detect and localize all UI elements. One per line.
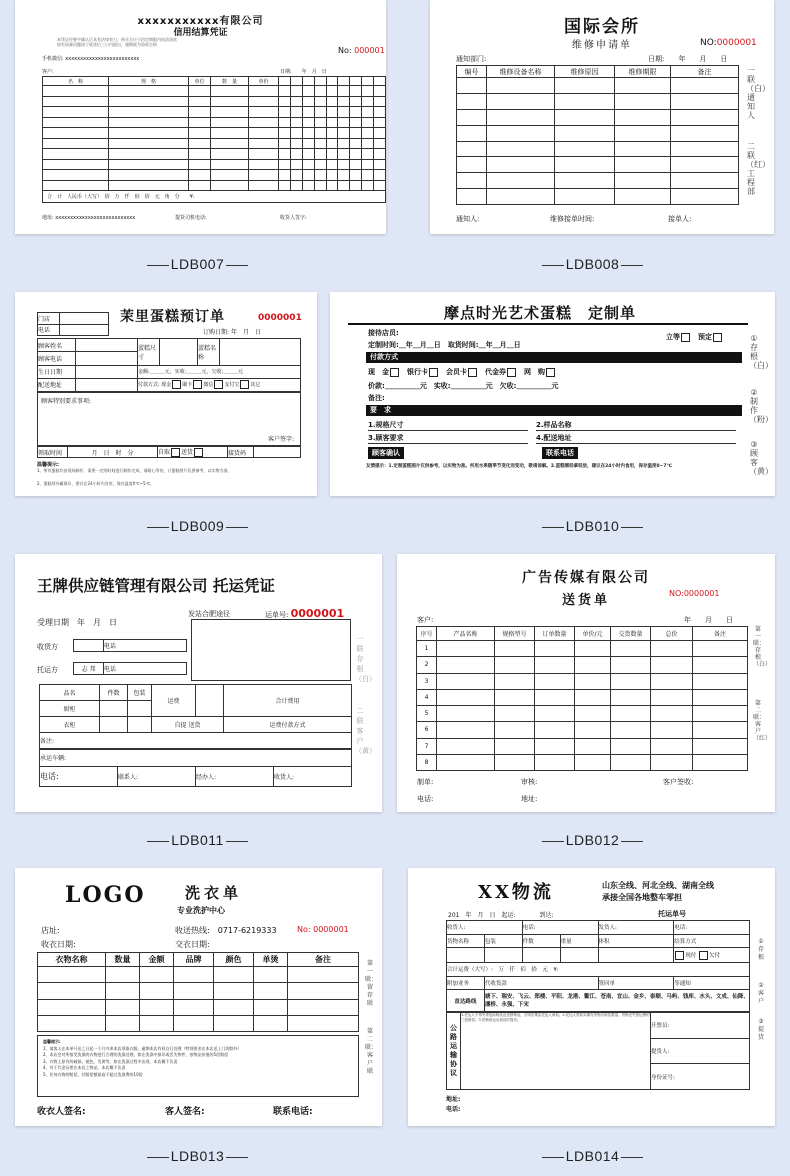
client-label: 客户: bbox=[417, 616, 434, 624]
date-row: 年 月 日 bbox=[684, 616, 733, 624]
copy-label-1: 一联存根（白） bbox=[355, 635, 376, 683]
col-header: 总价 bbox=[651, 627, 693, 641]
serial-number: No: 000001 bbox=[338, 46, 385, 55]
route-label: 直达路线 bbox=[447, 990, 485, 1012]
maker-label: 制单: bbox=[417, 778, 434, 786]
form-title: 茉里蛋糕预订单 bbox=[120, 309, 225, 325]
freight-label: 运费 bbox=[152, 685, 196, 717]
tagline-1: 山东全线、河北全线、湖南全线 bbox=[602, 881, 714, 890]
row-label: 厨柜 bbox=[40, 701, 100, 717]
note-item: 2、本店会对所接受洗涤的衣物进行合理的洗涤处理，如在洗涤中损坏或丢失物件，按物品价值的5倍赔偿 bbox=[43, 1052, 229, 1057]
protocol-table bbox=[446, 1012, 750, 1090]
form-ldb013 bbox=[15, 868, 382, 1126]
goods-table bbox=[42, 76, 386, 203]
col-header: 名 称 bbox=[43, 77, 109, 86]
col-header: 重量 bbox=[560, 934, 598, 948]
shipper-label: 发货人: bbox=[598, 921, 674, 935]
col-header: 交货数量 bbox=[611, 627, 651, 641]
col-header: 备注 bbox=[288, 953, 359, 967]
waybill-label: 托运单号 bbox=[658, 910, 686, 918]
note-line: 本凭证经签字确认后具有法律效力，购买方应于约定期限内结清货款 bbox=[57, 37, 177, 42]
carrier-label: 承运车辆: bbox=[40, 750, 352, 767]
wait-label: 等通知 bbox=[674, 976, 750, 990]
form-subtitle: 专业洗护中心 bbox=[177, 906, 225, 915]
col-header: 编号 bbox=[457, 66, 487, 78]
tagline-2: 承接全国各地整车零担 bbox=[602, 893, 682, 902]
form-title: 广告传媒有限公司 bbox=[522, 570, 650, 586]
route-label: 发站合肥途径 bbox=[188, 610, 230, 618]
col-header: 规格型号 bbox=[495, 627, 535, 641]
caption-ldb008: LDB008 bbox=[395, 256, 790, 272]
copy-label-2: ②客户 bbox=[757, 982, 764, 1005]
confirm-label: 顾客确认 bbox=[368, 447, 404, 459]
receiver-box bbox=[73, 639, 187, 652]
form-ldb009 bbox=[15, 292, 317, 496]
address-row: 地址: xxxxxxxxxxxxxxxxxxxxxxxxxxx bbox=[42, 215, 136, 221]
col-header: 单价/元 bbox=[575, 627, 611, 641]
caption-ldb013: LDB013 bbox=[0, 1148, 395, 1164]
protocol-label: 公路运输协议 bbox=[447, 1013, 461, 1090]
form-title: 摩点时光艺术蛋糕 定制单 bbox=[443, 304, 636, 322]
consignee-label: 收货人: bbox=[447, 921, 523, 935]
pay-method-label: 运费付款方式 bbox=[224, 717, 352, 733]
copy-label-2: 第二联：客户（红） bbox=[753, 700, 772, 742]
note-item: 5、任何衣物的赔偿，其赔偿额最高不超过洗涤费的10倍 bbox=[43, 1071, 143, 1077]
shipper-value: 志 邦 bbox=[74, 663, 104, 675]
route-text: 塘下、瑞安、飞云、郑楼、平阳、龙港、鳌江、苍南、宜山、金乡、泰顺、马屿、钱库、水头、文成、仙降、潘桥、永强、下宋 bbox=[484, 990, 749, 1012]
company-name: xxxxxxxxxxx有限公司 bbox=[137, 16, 264, 27]
col-header: 数量 bbox=[106, 953, 140, 967]
col-header: 颜色 bbox=[214, 953, 254, 967]
shipping-table bbox=[446, 920, 750, 1012]
settle-options: 现付 欠付 bbox=[674, 948, 750, 963]
col-header: 货物名称 bbox=[447, 934, 485, 948]
phone-label: 电话: bbox=[446, 1106, 461, 1113]
req-sample: 2.样品名称 bbox=[536, 420, 736, 431]
receiver-sign-label: 收货人签字: bbox=[280, 215, 307, 221]
pay-options: 现 金 银行卡 会员卡 代金券 网 购 bbox=[368, 367, 556, 377]
client-sign-label: 客户签收: bbox=[663, 778, 694, 786]
id-label: 身份证号: bbox=[651, 1064, 750, 1090]
special-request-box: 顾客特别要求事项: 客户签字: bbox=[37, 392, 301, 446]
col-header: 单价 bbox=[249, 77, 279, 86]
receiver-code-label: 接货码 bbox=[228, 447, 254, 458]
settle-label: 结算方式 bbox=[674, 934, 750, 948]
size-label: 蛋糕尺寸 bbox=[138, 339, 160, 366]
pickup-value: 月 日 时 分 bbox=[68, 447, 158, 458]
order-date-row: 订购日期: 年 月 日 bbox=[203, 329, 261, 336]
caption-ldb012: LDB012 bbox=[395, 832, 790, 848]
row-index: 4 bbox=[417, 689, 437, 705]
col-header: 备注 bbox=[693, 627, 748, 641]
delivery-addr-label: 配送地址 bbox=[38, 378, 76, 391]
store-box bbox=[37, 312, 109, 336]
phone-label: 电话 bbox=[104, 640, 187, 652]
staff-label: 接待店员: bbox=[368, 329, 399, 337]
recv-date-label: 收衣日期: bbox=[41, 940, 76, 949]
goods-table bbox=[39, 684, 352, 749]
dept-label: 通知部门: bbox=[456, 55, 487, 63]
copy-label-3: ③顾客（黄） bbox=[749, 440, 773, 476]
col-header: 单烫 bbox=[254, 953, 288, 967]
notes-box bbox=[37, 1035, 359, 1097]
form-ldb010 bbox=[330, 292, 775, 496]
row-index: 7 bbox=[417, 738, 437, 754]
contact-label: 联系电话 bbox=[542, 447, 578, 459]
delivery-table bbox=[416, 626, 748, 771]
copy-label-2: 二联（红）工程部 bbox=[746, 142, 770, 196]
req-address: 4.配送地址 bbox=[536, 433, 736, 444]
pickup-label: 领取时间 bbox=[38, 447, 68, 458]
copy-label-2: 二联客户（黄） bbox=[355, 707, 376, 755]
name-label: 蛋糕名称 bbox=[198, 339, 220, 366]
row-index: 1 bbox=[417, 641, 437, 657]
form-ldb007 bbox=[15, 0, 386, 234]
col-header: 产品名称 bbox=[437, 627, 495, 641]
col-header: 维修设备名称 bbox=[487, 66, 555, 78]
col-header: 备注 bbox=[671, 66, 739, 78]
caption-ldb014: LDB014 bbox=[395, 1148, 790, 1164]
col-header: 体积 bbox=[598, 934, 674, 948]
customer-table bbox=[37, 338, 301, 392]
logo: XX物流 bbox=[478, 882, 554, 903]
form-ldb008 bbox=[430, 0, 774, 234]
row-label: 衣柜 bbox=[40, 717, 100, 733]
serial-number: No: 0000001 bbox=[297, 925, 349, 934]
contact-label: 联系人: bbox=[118, 766, 196, 786]
cust-phone-label: 顾客电话 bbox=[38, 352, 76, 365]
collect-label: 代收货款 bbox=[484, 976, 598, 990]
total-row: 合 计 人民币（大写） 拾 万 仟 佰 拾 元 角 分 ¥: bbox=[43, 191, 386, 203]
deliver-date-label: 交衣日期: bbox=[175, 940, 210, 949]
serial-number: NO:0000001 bbox=[700, 38, 757, 48]
col-header: 金额 bbox=[140, 953, 174, 967]
driver-phone-label: 提货司机电话: bbox=[175, 215, 207, 221]
warm-title: 温馨提示: bbox=[37, 462, 59, 468]
col-header: 件数 bbox=[522, 934, 560, 948]
caption-ldb010: LDB010 bbox=[395, 518, 790, 534]
req-size: 1.规格尺寸 bbox=[368, 420, 528, 431]
total-freight-row: 合计运费（大写）: 万 仟 佰 拾 元 ¥: bbox=[447, 963, 750, 977]
date-row: 201 年 月 日 起运: 到达: bbox=[448, 912, 554, 919]
logo: LOGO bbox=[65, 882, 146, 908]
col-header: 序号 bbox=[417, 627, 437, 641]
caption-ldb011: LDB011 bbox=[0, 832, 395, 848]
receiver-row: 收货方 bbox=[37, 643, 58, 651]
phone-row: 手机微信: xxxxxxxxxxxxxxxxxxxxxxxxx bbox=[42, 56, 140, 62]
addr-label: 地址: bbox=[521, 795, 538, 803]
pickup-row bbox=[37, 446, 301, 458]
customer-sign-label: 客人签名: bbox=[165, 1107, 205, 1117]
row-index: 3 bbox=[417, 673, 437, 689]
form-subtitle: 送货单 bbox=[561, 593, 610, 608]
form-title: 信用结算凭证 bbox=[173, 28, 228, 38]
copy-label-1: 第一联：存根（白） bbox=[753, 626, 772, 668]
receiver-label: 接单人: bbox=[668, 215, 692, 223]
tel-label: 电话: bbox=[417, 795, 434, 803]
store-label: 门店 bbox=[38, 313, 60, 325]
phone-label: 电话 bbox=[104, 663, 187, 675]
tel-label: 电话: bbox=[40, 766, 118, 786]
protocol-text: 1.托运人不得夹带危险物品及违禁物品，否则后果由托运人承担。2.托运人需如实填写货物名称及数量，货物丢失按运费的三倍赔偿。3.货物到达后请及时提货。 bbox=[461, 1013, 651, 1090]
copy-label-2: ②制作（粉） bbox=[749, 388, 773, 424]
caption-ldb007: LDB007 bbox=[0, 256, 395, 272]
req-customer: 3.顾客要求 bbox=[368, 433, 528, 444]
col-header: 包装 bbox=[128, 685, 152, 701]
store-label: 店址: bbox=[41, 926, 60, 935]
recv-label: 收货人: bbox=[274, 766, 352, 786]
form-title: 洗衣单 bbox=[185, 884, 243, 902]
col-header: 品牌 bbox=[174, 953, 214, 967]
payment-row: 付款方式: 现金 刷卡 微信 支付宝 其它 bbox=[138, 378, 301, 391]
form-subtitle: 维修申请单 bbox=[572, 40, 632, 51]
maint-time-label: 维修接单时间: bbox=[550, 215, 595, 223]
amount-row: 价款:＿＿＿＿＿元 实收:＿＿＿＿＿元 欠收:＿＿＿＿＿元 bbox=[368, 382, 559, 390]
copy-label-3: ③提货 bbox=[757, 1018, 764, 1041]
form-ldb011 bbox=[15, 554, 382, 812]
footer-note: 友情提示：1.定制蛋糕图片仅供参考，以实物为准。所用水果随季节变化而变动，敬请谅解。2.蛋糕需轻拿轻放，建议在24小时内食用，保存温度0~7℃ bbox=[366, 464, 672, 469]
pay-section-header: 付款方式 bbox=[366, 352, 742, 363]
route-box bbox=[191, 619, 351, 681]
col-header: 衣物名称 bbox=[38, 953, 106, 967]
cust-name-label: 顾客姓名 bbox=[38, 339, 76, 352]
note-item: 4、对于代金证要在本店之物品，本店概不负责 bbox=[43, 1065, 126, 1070]
repair-table bbox=[456, 65, 739, 205]
selfpick-label: 自提 送货 bbox=[152, 717, 224, 733]
col-header: 订单数量 bbox=[535, 627, 575, 641]
amount-line: 金额:＿＿＿元，实收:＿＿＿元，欠收:＿＿＿元 bbox=[138, 365, 301, 378]
collector-label: 收衣人签名: bbox=[37, 1107, 86, 1117]
serial-number: NO:0000001 bbox=[669, 589, 720, 598]
tel-label: 电话: bbox=[522, 921, 598, 935]
total-fee-label: 合计费用 bbox=[224, 685, 352, 717]
warm-note: 1、所有蛋糕均由现场制作，需要一定的时间进行制作完成，请耐心等待，订蛋糕图片仅供参考，以实物为准。 bbox=[37, 468, 232, 473]
form-title: 国际会所 bbox=[564, 17, 640, 37]
footer-table bbox=[39, 749, 352, 787]
caption-ldb009: LDB009 bbox=[0, 518, 395, 534]
form-ldb014 bbox=[408, 868, 775, 1126]
shipper-row: 托运方 bbox=[37, 666, 58, 674]
date-row: 受理日期 年 月 日 bbox=[37, 618, 117, 627]
handler-label: 经办人: bbox=[196, 766, 274, 786]
req-section-header: 要 求 bbox=[366, 405, 742, 416]
picker-label: 提货人: bbox=[651, 1038, 750, 1064]
customer-label: 客户: bbox=[42, 69, 54, 75]
col-header: 品名 bbox=[40, 685, 100, 701]
form-ldb012 bbox=[397, 554, 775, 812]
hotline-row: 收送热线: 0717-6219333 bbox=[175, 926, 277, 935]
note-item: 1、请客人在本单开出之日起一个月内来本店领取衣服，逾期本店有权自行处理（特别要求在本店送上门的除外） bbox=[43, 1045, 242, 1051]
title-rule bbox=[348, 323, 748, 325]
row-index: 5 bbox=[417, 706, 437, 722]
extra-label: 附加业务 bbox=[447, 976, 485, 990]
issuer-label: 开票员: bbox=[651, 1013, 750, 1039]
notes-title: 温馨提示: bbox=[43, 1039, 61, 1044]
remark-label: 备注: bbox=[40, 733, 352, 749]
form-title: 王牌供应链管理有限公司 托运凭证 bbox=[37, 576, 275, 595]
row-index: 6 bbox=[417, 722, 437, 738]
sign-back-label: 签回单 bbox=[598, 976, 674, 990]
note-item: 3、衣物上原有的破损、褪色、发黄等，如在洗涤过程中出现，本店概不负责 bbox=[43, 1058, 178, 1064]
copy-label-1: ①存根（白） bbox=[749, 334, 773, 370]
date-row: 日期: 年 月 日 bbox=[280, 69, 327, 75]
notifier-label: 通知人: bbox=[456, 215, 480, 223]
reserve-checkbox[interactable] bbox=[713, 333, 722, 342]
phone-label: 电话 bbox=[38, 324, 60, 336]
pickup-method: 自取 送货 bbox=[158, 447, 228, 458]
copy-label-1: 一联（白）通知人 bbox=[746, 66, 770, 120]
waybill-row: 运单号: 0000001 bbox=[265, 607, 345, 620]
col-header: 规 格 bbox=[109, 77, 189, 86]
row-index: 2 bbox=[417, 657, 437, 673]
serial-number: 0000001 bbox=[258, 313, 302, 323]
col-header: 数 量 bbox=[211, 77, 249, 86]
col-header: 单位 bbox=[189, 77, 211, 86]
addr-label: 地址: bbox=[446, 1096, 461, 1103]
copy-label-1: ①存根 bbox=[757, 938, 764, 961]
note-line: 如有质量问题请于收货后三日内提出，逾期视为验收合格 bbox=[57, 42, 157, 47]
birthday-label: 生日日期 bbox=[38, 365, 76, 378]
copy-label-1: 第一联：留存联 bbox=[365, 960, 378, 1007]
time-row: 定制时间:＿年＿月＿日 取货时间:＿年＿月＿日 bbox=[368, 341, 521, 349]
col-header: 维修原因 bbox=[555, 66, 615, 78]
copy-label-2: 第二联：客户联 bbox=[365, 1028, 378, 1075]
sign-label: 客户签字: bbox=[267, 436, 294, 443]
col-header: 维修期限 bbox=[615, 66, 671, 78]
clothes-table bbox=[37, 952, 359, 1032]
col-header: 件数 bbox=[100, 685, 128, 701]
contact-label: 联系电话: bbox=[273, 1107, 313, 1117]
tel-label: 电话: bbox=[674, 921, 750, 935]
date-row: 日期: 年 月 日 bbox=[648, 55, 728, 63]
shipper-box bbox=[73, 662, 187, 675]
auditor-label: 审核: bbox=[521, 778, 538, 786]
remark-label: 备注: bbox=[368, 394, 385, 402]
warm-note: 2、蛋糕须冷藏保存，建议在24小时内食用，保存温度0℃~5℃。 bbox=[37, 481, 155, 486]
col-header: 包装 bbox=[484, 934, 522, 948]
immediate-checkbox[interactable] bbox=[681, 333, 690, 342]
row-index: 8 bbox=[417, 754, 437, 770]
order-type: 立等 预定 bbox=[666, 332, 723, 342]
